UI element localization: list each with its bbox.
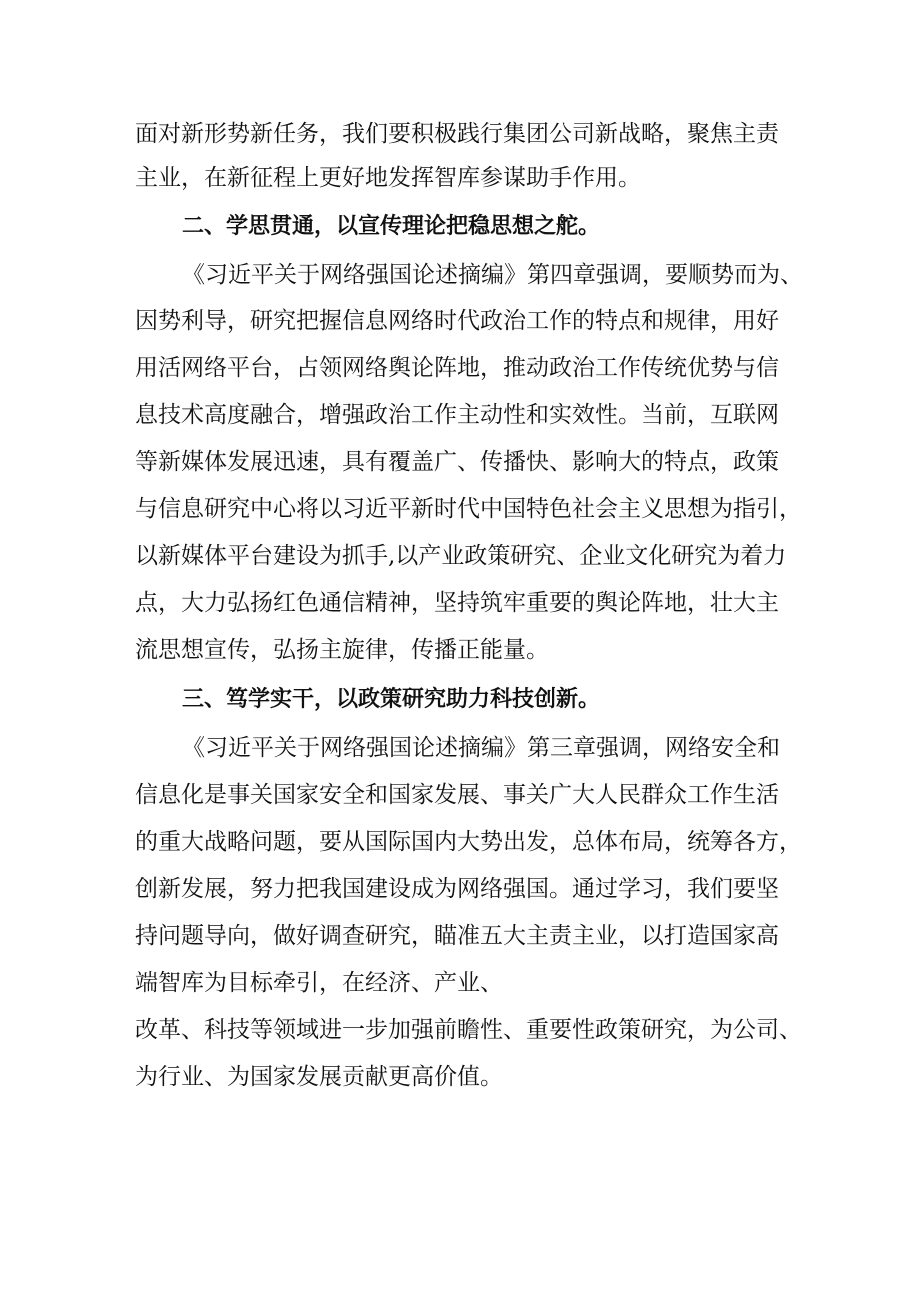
section3-line-4: 创新发展，努力把我国建设成为网络强国。通过学习，我们要坚 [135,876,779,902]
section3-line-3: 的重大战略问题，要从国际国内大势出发，总体布局，统筹各方， [135,829,802,855]
section3-line-5: 持问题导向，做好调查研究，瞄准五大主责主业，以打造国家高 [135,923,779,949]
section2-line-1: 《习近平关于网络强国论述摘编》第四章强调，要顺势而为、 [182,262,803,288]
section2-line-9: 流思想宣传，弘扬主旋律，传播正能量。 [135,637,549,663]
intro-line-1: 面对新形势新任务，我们要积极践行集团公司新战略，聚焦主责 [135,121,779,147]
section3-line-2: 信息化是事关国家安全和国家发展、事关广大人民群众工作生活 [135,782,779,808]
section3-line-6: 端智库为目标牵引，在经济、产业、 [135,970,503,996]
section2-line-5: 等新媒体发展迅速，具有覆盖广、传播快、影响大的特点，政策 [135,449,779,475]
section2-line-6: 与信息研究中心将以习近平新时代中国特色社会主义思想为指引， [135,496,802,522]
section2-line-3: 用活网络平台，占领网络舆论阵地，推动政治工作传统优势与信 [135,355,779,381]
section3-line-8: 为行业、为国家发展贡献更高价值。 [135,1064,503,1090]
section2-line-4: 息技术高度融合，增强政治工作主动性和实效性。当前，互联网 [135,402,779,428]
section2-line-7: 以新媒体平台建设为抓手,以产业政策研究、企业文化研究为着力 [135,543,787,569]
section2-line-2: 因势利导，研究把握信息网络时代政治工作的特点和规律，用好 [135,308,779,334]
section2-heading: 二、学思贯通，以宣传理论把稳思想之舵。 [182,214,601,239]
section2-line-8: 点，大力弘扬红色通信精神，坚持筑牢重要的舆论阵地，壮大主 [135,590,779,616]
intro-line-2: 主业，在新征程上更好地发挥智库参谋助手作用。 [135,165,641,191]
section3-heading: 三、笃学实干，以政策研究助力科技创新。 [182,687,601,712]
section3-line-7: 改革、科技等领域进一步加强前瞻性、重要性政策研究，为公司、 [135,1017,802,1043]
section3-line-1: 《习近平关于网络强国论述摘编》第三章强调，网络安全和 [182,735,780,761]
